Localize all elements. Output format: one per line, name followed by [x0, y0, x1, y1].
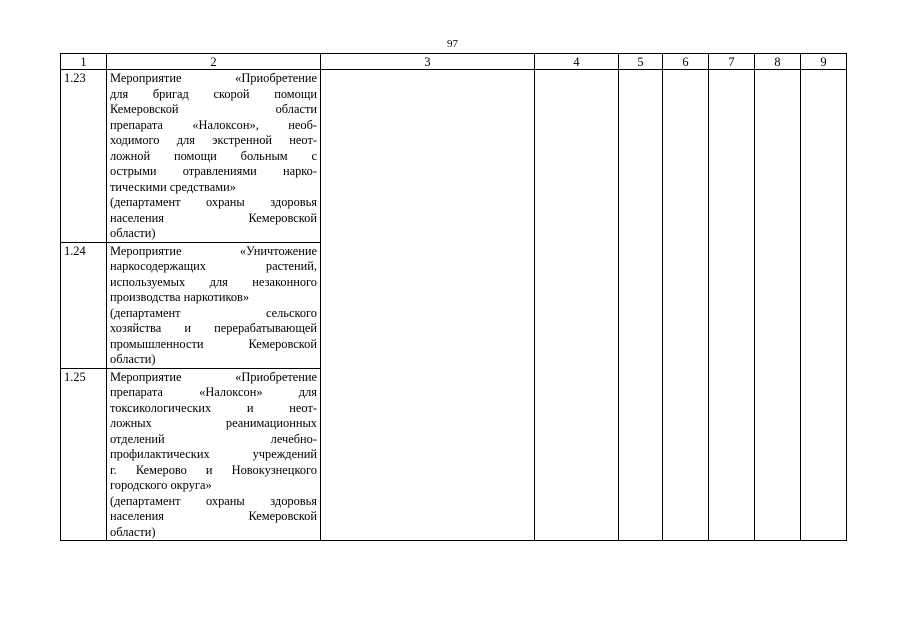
- description-line: острыми отравлениями нарко-: [110, 164, 317, 178]
- empty-cell: [709, 70, 755, 541]
- description-line: наркосодержащих растений,: [110, 259, 317, 273]
- document-table: [60, 53, 847, 541]
- description-line: Мероприятие «Приобретение: [110, 71, 317, 85]
- event-description: [107, 70, 321, 243]
- event-description: [107, 368, 321, 541]
- empty-cell: [663, 70, 709, 541]
- description-line: Мероприятие «Уничтожение: [110, 243, 317, 258]
- empty-cell: [321, 70, 535, 541]
- empty-cell: [535, 70, 619, 541]
- description-line: области): [110, 226, 156, 240]
- description-line: ложных реанимационных: [110, 416, 317, 430]
- column-header: 6: [663, 54, 709, 70]
- description-line: городского округа»: [110, 478, 212, 492]
- description-line: промышленности Кемеровской: [110, 336, 317, 351]
- event-description: [107, 242, 321, 368]
- description-line: населения Кемеровской: [110, 509, 317, 523]
- table-row: [61, 70, 847, 243]
- description-line: отделений лечебно-: [110, 431, 317, 446]
- row-number: 1.23: [61, 70, 107, 243]
- description-line: профилактических учреждений: [110, 447, 317, 461]
- description-line: Мероприятие «Приобретение: [110, 369, 317, 384]
- description-line: (департамент охраны здоровья: [110, 493, 317, 508]
- description-line: области): [110, 524, 156, 539]
- description-line: Кемеровской области: [110, 102, 317, 116]
- description-line: токсикологических и неот-: [110, 400, 317, 415]
- description-line: тическими средствами»: [110, 179, 236, 194]
- row-number: 1.25: [61, 368, 107, 541]
- row-number: 1.24: [61, 242, 107, 368]
- description-line: (департамент охраны здоровья: [110, 195, 317, 209]
- description-line: для бригад скорой помощи: [110, 86, 317, 101]
- column-header: 1: [61, 54, 107, 70]
- column-header: 9: [801, 54, 847, 70]
- description-line: (департамент сельского: [110, 305, 317, 320]
- table-header-row: [61, 54, 847, 70]
- description-line: ходимого для экстренной неот-: [110, 133, 317, 147]
- column-header: 8: [755, 54, 801, 70]
- page-number: 97: [447, 38, 458, 50]
- empty-cell: [801, 70, 847, 541]
- description-line: области): [110, 352, 156, 366]
- column-header: 4: [535, 54, 619, 70]
- empty-cell: [755, 70, 801, 541]
- column-header: 2: [107, 54, 321, 70]
- description-line: хозяйства и перерабатывающей: [110, 321, 317, 335]
- column-header: 5: [619, 54, 663, 70]
- description-line: производства наркотиков»: [110, 290, 250, 304]
- description-line: препарата «Налоксон», необ-: [110, 117, 317, 132]
- description-line: препарата «Налоксон» для: [110, 385, 317, 399]
- empty-cell: [619, 70, 663, 541]
- column-header: 7: [709, 54, 755, 70]
- description-line: г. Кемерово и Новокузнецкого: [110, 462, 317, 477]
- description-line: используемых для незаконного: [110, 274, 317, 289]
- column-header: 3: [321, 54, 535, 70]
- description-line: ложной помощи больным с: [110, 148, 317, 163]
- description-line: населения Кемеровской: [110, 210, 317, 225]
